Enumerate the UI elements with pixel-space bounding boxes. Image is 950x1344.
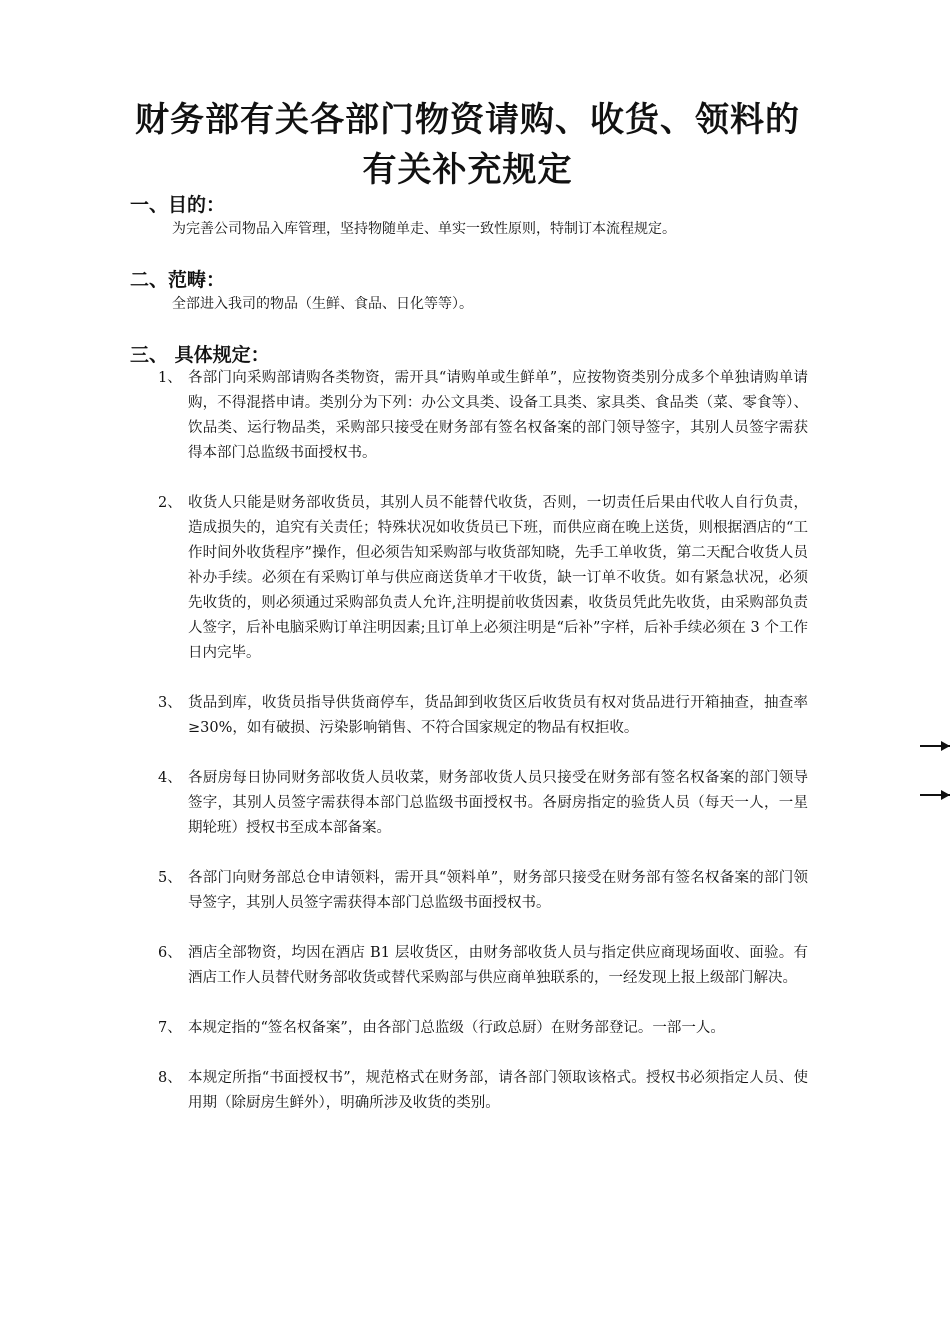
rule-item-7	[158, 1016, 808, 1041]
section-body-scope: 全部进入我司的物品（生鲜、食品、日化等等）。	[172, 296, 473, 312]
rule-text: 各部门向财务部总仓申请领料，需开具“领料单”，财务部只接受在财务部有签名权备案的部门领导签字，其别人员签字需获得本部门总监级书面授权书。	[188, 870, 808, 911]
right-arrow-icon	[920, 794, 950, 796]
title-line-1: 财务部有关各部门物资请购、收货、领料的	[135, 100, 800, 140]
rule-text: 收货人只能是财务部收货员，其别人员不能替代收货，否则，一切责任后果由代收人自行负责，造成损失的，追究有关责任；特殊状况如收货员已下班，而供应商在晚上送货，则根据酒店的“工作时间外收货程序”操作，但必须告知采购部与收货部知晓，先手工单收货，第二天配合收货人员补办手续。必须在有采购订单与供应商送货单才干收货，缺一订单不收货。如有紧急状况，必须先收货的，则必须通过采购部负责人允许,注明提前收货因素，收货员凭此先收货，由采购部负责人签字，后补电脑采购订单注明因素;且订单上必须注明是“后补”字样，后补手续必须在 3 个工作日内完毕。	[188, 495, 808, 661]
section-body-purpose: 为完善公司物品入库管理，坚持物随单走、单实一致性原则，特制订本流程规定。	[172, 221, 676, 237]
section-heading-scope: 二、范畴：	[130, 269, 226, 291]
rule-text: 各厨房每日协同财务部收货人员收菜，财务部收货人员只接受在财务部有签名权备案的部门领导签字，其别人员签字需获得本部门总监级书面授权书。各厨房指定的验货人员（每天一人，一星期轮班）授权书至成本部备案。	[188, 770, 808, 836]
rule-number: 8、	[158, 1070, 182, 1086]
rule-item-3	[158, 691, 808, 741]
rule-number: 6、	[158, 945, 182, 961]
rule-item-4	[158, 766, 808, 841]
rule-text: 酒店全部物资，均因在酒店 B1 层收货区，由财务部收货人员与指定供应商现场面收、面验。有酒店工作人员替代财务部收货或替代采购部与供应商单独联系的，一经发现上报上级部门解决。	[188, 945, 808, 986]
rule-item-8	[158, 1066, 808, 1116]
right-arrow-icon	[920, 745, 950, 747]
rule-number: 5、	[158, 870, 182, 886]
rule-number: 4、	[158, 770, 182, 786]
rule-text: 各部门向采购部请购各类物资，需开具“请购单或生鲜单”，应按物资类别分成多个单独请购单请购，不得混搭申请。类别分为下列：办公文具类、设备工具类、家具类、食品类（菜、零食等）、饮品类、运行物品类，采购部只接受在财务部有签名权备案的部门领导签字，其别人员签字需获得本部门总监级书面授权书。	[188, 370, 808, 461]
rule-number: 3、	[158, 695, 182, 711]
rule-item-1	[158, 366, 808, 466]
rule-item-5	[158, 866, 808, 916]
section-heading-rules: 三、 具体规定：	[130, 344, 270, 366]
rule-item-2	[158, 491, 808, 666]
rule-text: 本规定所指“书面授权书”，规范格式在财务部，请各部门领取该格式。授权书必须指定人员、使用期（除厨房生鲜外），明确所涉及收货的类别。	[188, 1070, 808, 1111]
rule-number: 7、	[158, 1020, 182, 1036]
rules-list	[158, 366, 808, 1141]
rule-text: 货品到库，收货员指导供货商停车，货品卸到收货区后收货员有权对货品进行开箱抽查，抽查率≥30%，如有破损、污染影响销售、不符合国家规定的物品有权拒收。	[188, 695, 808, 736]
document-title	[60, 95, 875, 195]
rule-number: 2、	[158, 495, 182, 511]
rule-text: 本规定指的“签名权备案”，由各部门总监级（行政总厨）在财务部登记。一部一人。	[188, 1020, 725, 1036]
title-line-2: 有关补充规定	[362, 150, 573, 190]
section-heading-purpose: 一、目的：	[130, 194, 226, 216]
rule-item-6	[158, 941, 808, 991]
rule-number: 1、	[158, 370, 182, 386]
